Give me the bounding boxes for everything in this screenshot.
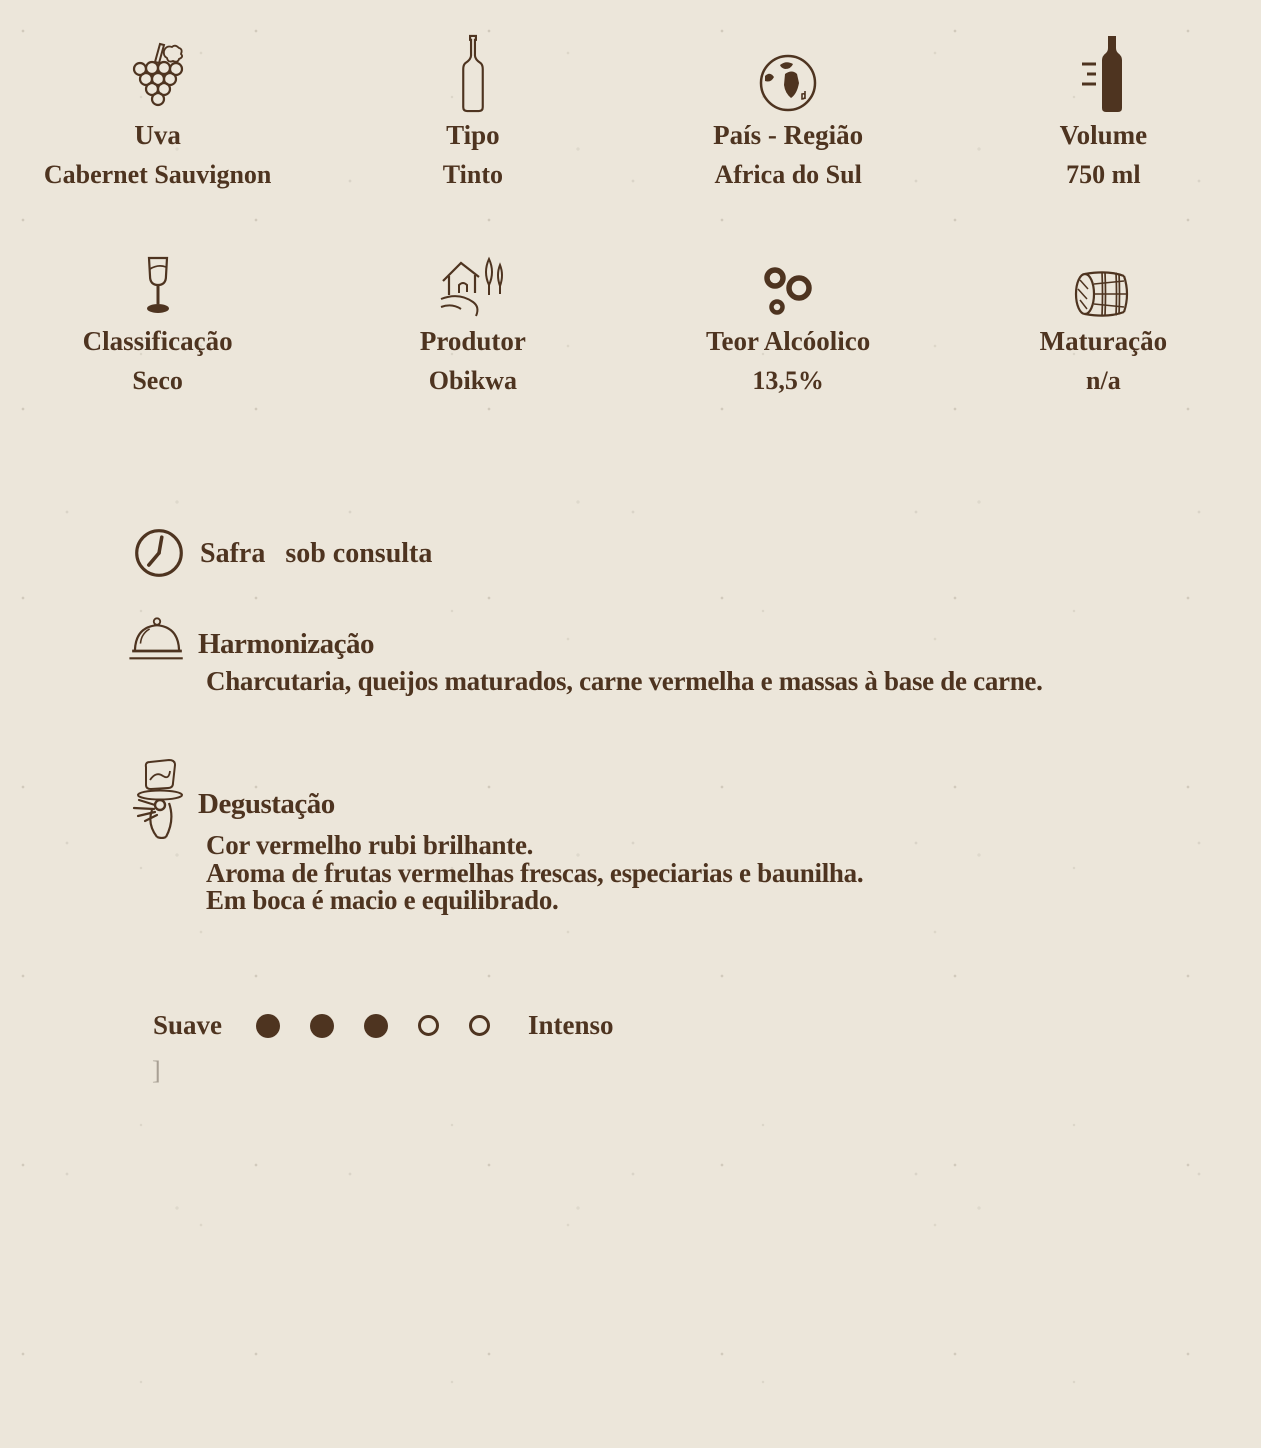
spec-value: Seco <box>132 366 183 395</box>
spec-value: Cabernet Sauvignon <box>43 160 272 189</box>
spec-value: 750 ml <box>1066 160 1141 189</box>
safra-label: Safra <box>200 538 266 569</box>
spec-maturacao <box>946 252 1261 396</box>
safra-value: sob consulta <box>285 538 433 569</box>
spec-teor-alcoolico <box>631 252 946 396</box>
spec-value: n/a <box>1086 366 1121 395</box>
spec-value: Africa do Sul <box>714 160 862 189</box>
spec-label: Maturação <box>1039 326 1168 356</box>
scale-label-suave: Suave <box>153 1010 223 1040</box>
safra-row <box>200 538 432 570</box>
intensity-dots <box>256 1014 490 1038</box>
stray-bracket: ] <box>152 1056 161 1085</box>
intensity-dot <box>364 1014 388 1038</box>
intensity-dot <box>310 1014 334 1038</box>
spec-row-1 <box>0 34 1261 190</box>
intensity-dot <box>418 1015 439 1036</box>
scale-label-intenso: Intenso <box>528 1010 614 1040</box>
grapes-icon <box>130 34 186 114</box>
degustacao-line: Cor vermelho rubi brilhante. <box>206 830 534 860</box>
degustacao-line: Aroma de frutas vermelhas frescas, especiarias e baunilha. <box>206 857 864 888</box>
degustacao-text <box>206 832 1106 915</box>
intensity-dot <box>256 1014 280 1038</box>
spec-classificacao <box>0 252 315 396</box>
spec-row-2 <box>0 252 1261 396</box>
degustacao-title: Degustação <box>198 788 335 820</box>
intensity-dot <box>469 1015 490 1036</box>
wine-glass-icon <box>134 252 182 320</box>
sommelier-icon <box>131 759 189 839</box>
volume-bottle-icon <box>1080 34 1126 114</box>
spec-label: Classificação <box>82 326 233 356</box>
spec-label: País - Região <box>713 120 864 150</box>
farm-icon <box>439 252 507 320</box>
harmonizacao-text: Charcutaria, queijos maturados, carne vermelha e massas à base de carne. <box>206 666 1043 696</box>
spec-value: Obikwa <box>428 366 517 395</box>
spec-tipo <box>315 34 630 190</box>
clock-icon <box>133 527 185 579</box>
spec-volume <box>946 34 1261 190</box>
wine-bottle-icon <box>458 34 488 114</box>
spec-produtor <box>315 252 630 396</box>
harmonizacao-title: Harmonização <box>198 628 375 660</box>
spec-value: Tinto <box>442 160 503 189</box>
spec-label: Volume <box>1059 120 1148 150</box>
intensity-scale <box>153 1010 614 1041</box>
spec-label: Produtor <box>419 326 526 356</box>
spec-label: Teor Alcóolico <box>706 326 871 356</box>
spec-pais-regiao <box>631 34 946 190</box>
spec-label: Tipo <box>446 120 500 150</box>
cloche-icon <box>126 616 188 662</box>
degustacao-line: Em boca é macio e equilibrado. <box>206 885 559 915</box>
bubbles-icon <box>762 252 814 320</box>
barrel-icon <box>1072 252 1134 320</box>
spec-uva <box>0 34 315 190</box>
globe-icon <box>757 34 819 114</box>
spec-value: 13,5% <box>752 366 824 395</box>
spec-label: Uva <box>134 120 181 150</box>
